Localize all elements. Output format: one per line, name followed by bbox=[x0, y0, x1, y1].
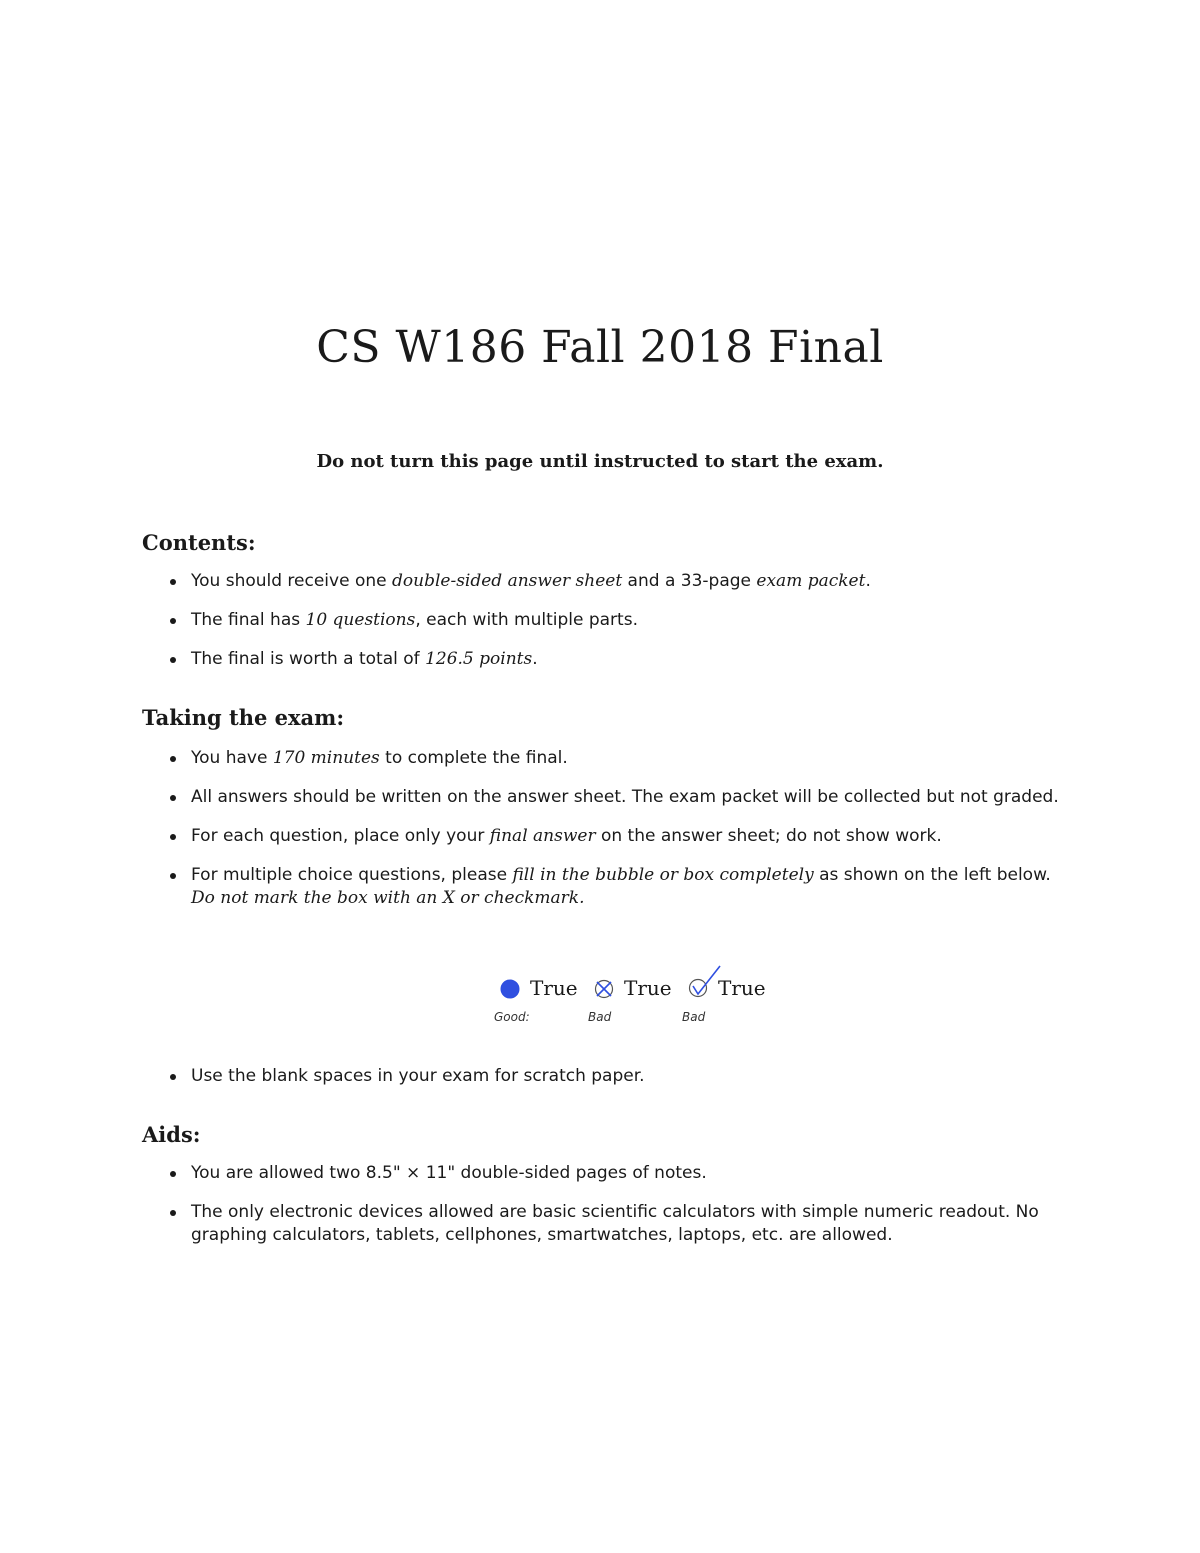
filled-bubble-icon bbox=[500, 979, 520, 999]
bullet-icon bbox=[170, 579, 176, 585]
bullet-icon bbox=[170, 756, 176, 762]
contents-heading: Contents: bbox=[142, 530, 256, 555]
list-item: For each question, place only your final answer on the answer sheet; do not show work. bbox=[168, 825, 1068, 848]
list-item: The final has 10 questions, each with multiple parts. bbox=[168, 609, 1068, 632]
bubble-example-label: True bbox=[624, 976, 672, 1000]
bullet-icon bbox=[170, 657, 176, 663]
bubble-example-caption: Bad bbox=[588, 1010, 612, 1024]
bullet-icon bbox=[170, 873, 176, 879]
bullet-icon bbox=[170, 1210, 176, 1216]
bubble-example-label: True bbox=[530, 976, 578, 1000]
bullet-icon bbox=[170, 1074, 176, 1080]
list-item: The final is worth a total of 126.5 points. bbox=[168, 648, 1068, 671]
bubble-examples bbox=[494, 968, 794, 1028]
list-item: You are allowed two 8.5" × 11" double-sided pages of notes. bbox=[168, 1162, 1068, 1185]
list-item: Use the blank spaces in your exam for scratch paper. bbox=[168, 1065, 1068, 1088]
contents-list bbox=[168, 570, 1068, 687]
exam-title: CS W186 Fall 2018 Final bbox=[316, 322, 884, 373]
bubble-example-caption: Good: bbox=[494, 1010, 530, 1024]
aids-list bbox=[168, 1162, 1068, 1263]
list-item: All answers should be written on the answer sheet. The exam packet will be collected but not graded. bbox=[168, 786, 1068, 809]
bullet-icon bbox=[170, 834, 176, 840]
scratch-paper-list bbox=[168, 1065, 1068, 1104]
check-marked-bubble-icon bbox=[688, 965, 722, 999]
list-item: You have 170 minutes to complete the final. bbox=[168, 747, 1068, 770]
taking-exam-heading: Taking the exam: bbox=[142, 705, 345, 730]
x-marked-bubble-icon bbox=[594, 979, 614, 999]
bullet-icon bbox=[170, 618, 176, 624]
bubble-example-caption: Bad bbox=[682, 1010, 706, 1024]
bullet-icon bbox=[170, 795, 176, 801]
exam-notice: Do not turn this page until instructed to start the exam. bbox=[316, 451, 884, 472]
aids-heading: Aids: bbox=[142, 1122, 201, 1147]
list-item: The only electronic devices allowed are basic scientific calculators with simple numeric readout. No graphing calculators, tablets, cellphones, smartwatches, laptops, etc. are allowed. bbox=[168, 1201, 1068, 1247]
bubble-example-label: True bbox=[718, 976, 766, 1000]
list-item: For multiple choice questions, please fill in the bubble or box completely as shown on the left below. Do not mark the box with an X or checkmark. bbox=[168, 864, 1068, 910]
taking-exam-list bbox=[168, 747, 1068, 926]
bullet-icon bbox=[170, 1171, 176, 1177]
list-item: You should receive one double-sided answer sheet and a 33-page exam packet. bbox=[168, 570, 1068, 593]
